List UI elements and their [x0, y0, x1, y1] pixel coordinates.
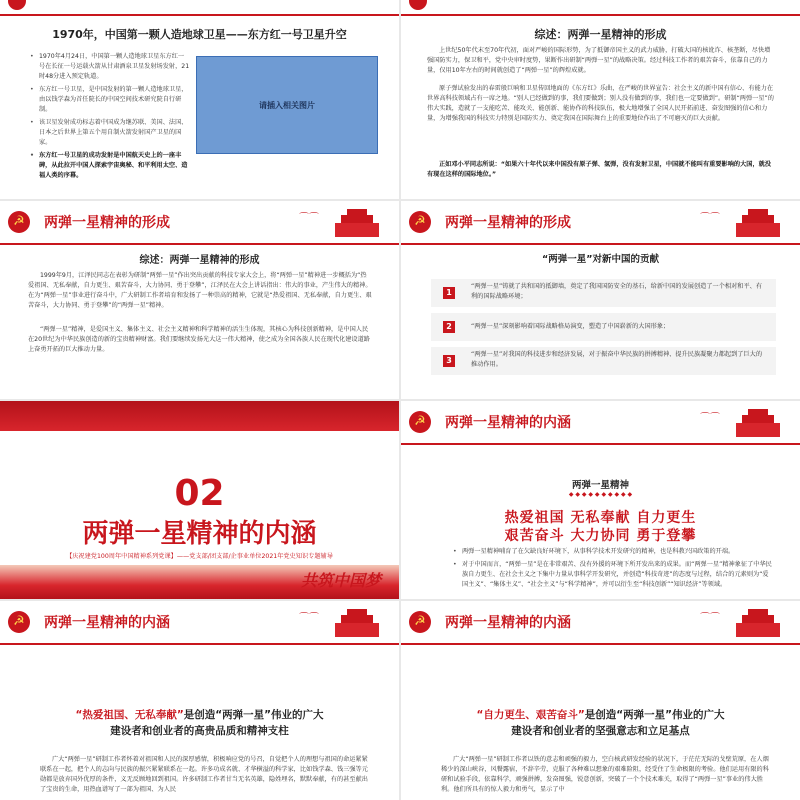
tiananmen-icon	[728, 207, 788, 237]
slide-title: 1970年，中国第一颗人造地球卫星——东方红一号卫星升空	[52, 28, 347, 41]
divider-dots: ◆ ◆ ◆ ◆ ◆ ◆ ◆ ◆ ◆ ◆	[568, 491, 633, 498]
slide-formation-summary[interactable]	[401, 0, 800, 199]
slide-subtitle: 两弹一星精神	[571, 480, 629, 491]
heading-text: 是创造“两弹一星”伟业的广大	[584, 709, 725, 721]
slide-subtitle: “两弹一星”对新中国的贡献	[542, 254, 659, 265]
party-emblem-icon: ☭	[409, 211, 431, 233]
party-emblem-icon: ☭	[409, 611, 431, 633]
image-placeholder[interactable]: 请插入相关图片	[196, 56, 378, 154]
tiananmen-icon	[728, 407, 788, 437]
item-number: 1	[443, 287, 455, 299]
tiananmen-icon	[327, 607, 387, 637]
party-emblem-icon	[409, 0, 427, 10]
paragraph: 广大“两弹一星”研制工作者以铁的意志和顽强的毅力，空白核武研发经验的状况下，于茫茫无际的戈壁荒原，在人烟稀少的深山峡谷，风餐露宿，不辞辛劳，克服了各种难以想象的艰难险阻，经受住了生命极限的考验。他们运用有限的科研和试验手段，依靠科学，顽强拼搏，发奋图强，锐意创新，突破了一个个技术难关，取得了“两弹一星”事业的伟大胜利。他们所具有的惊人毅力和勇气，显示了中	[441, 756, 769, 793]
slogan-line: 热爱祖国 无私奉献 自力更生	[504, 510, 697, 526]
slide-section-cover[interactable]	[0, 401, 399, 599]
section-number: 02	[174, 473, 225, 514]
dove-icon: ⌒⌒	[299, 613, 319, 624]
slide-header	[0, 201, 399, 245]
item-text: “两弹一星”深刻影响着国际战略格局演变，塑造了中国崭新的大国形象；	[471, 323, 670, 330]
slide-header	[401, 401, 800, 445]
list-item	[431, 313, 776, 341]
item-text: “两弹一星”铸就了共和国的抵御墙，奠定了我国国防安全的基石，给新中国的发展创造了一个相对和平、有利的国际战略环境；	[471, 283, 763, 300]
dove-icon: ⌒⌒	[700, 413, 720, 424]
item-text: “两弹一星”对我国的科技进步和经济发展，对于振奋中华民族的拼搏精神、提升民族凝聚力都起到了巨大的推动作用。	[471, 351, 763, 368]
section-caption: 【庆祝建党100周年中国精神系列党课】——党支部/团支部/企事业单位2021年党史知识专题辅导	[66, 553, 333, 560]
party-emblem-icon: ☭	[8, 211, 30, 233]
party-emblem-icon	[8, 0, 26, 10]
bullet-list	[453, 547, 773, 593]
list-item: • 该卫星发射成功标志着中国成为继苏联、美国、法国、日本之后世界上第五个用自制火箭发射国产卫星的国家。	[30, 118, 190, 148]
header-title: 两弹一星精神的形成	[44, 215, 170, 231]
paragraph: 上世纪50年代末至70年代初，面对严峻的国际形势，为了抵御帝国主义的武力威胁，打破大国的核讹诈、核垄断，尽快增强国防实力，保卫和平，党中央审时度势，果断作出研制“两弹一星”的战略决策。经过科技工作者的艰苦奋斗，依靠自己的力量，仅用10年左右的时间就创造了“两弹一星”的辉煌成就。	[427, 47, 771, 74]
paragraph: 广大“两弹一星”研制工作者怀着对祖国和人民的深厚感情，积极响应党的号召，自觉把个人的理想与祖国的命运紧紧联系在一起，把个人的志向与民族的振兴紧紧联系在一起。许多功成名就、才华横溢的科学家，比如钱学森、钱三强等元勋都是放弃国外优厚的条件，义无反顾地回到祖国。许多研制工作者甘当无名英雄，隐姓埋名，默默奉献，有的甚至献出了宝贵的生命，用热血谱写了一部为祖国、为人民	[40, 756, 368, 793]
list-item: • 1970年4月24日，中国第一颗人造地球卫星东方红一号在长征一号运载火箭从甘肃酒泉卫星发射场发射，21时48分进入预定轨道。	[30, 52, 190, 82]
slide-connotation-love[interactable]	[0, 601, 399, 800]
slide-subtitle: 综述：两弹一星精神的形成	[534, 28, 667, 41]
list-item	[431, 279, 776, 307]
list-item: • 两弹一星精神哺育了在欠缺良好环境下，从事科学技术开发研究的精神，也是科教兴国政策的开端。	[453, 547, 773, 557]
heading	[401, 707, 800, 723]
list-item: • 对于中国而言，“两弹一星”是在非常艰苦、没有外援的环境下所开发出来的成果。而“两弹一星”精神象征了中华民族自力更生、在社会主义之下集中力量从事科学开发研究，并创造“科技奇迹”的态度与过程，结合的元素则为“爱国主义”、“集体主义”、“社会主义”与“科学精神”，并可以衍生至“科技创新”“知识经济”等领域。	[453, 560, 773, 590]
slide-formation[interactable]	[0, 201, 399, 399]
top-divider	[401, 0, 800, 16]
calligraphy-logo: 共筑中国梦	[300, 571, 381, 590]
tiananmen-icon	[728, 607, 788, 637]
dove-icon: ⌒⌒	[700, 613, 720, 624]
list-item: • 东方红一号卫星，是中国发射的第一颗人造地球卫星，由以钱学森为首任院长的中国空间技术研究院自行研制。	[30, 85, 190, 115]
item-number: 2	[443, 321, 455, 333]
heading	[0, 707, 399, 723]
party-emblem-icon: ☭	[409, 411, 431, 433]
slogan-line: 艰苦奋斗 大力协同 勇于登攀	[504, 528, 697, 544]
slide-subtitle: 综述：两弹一星精神的形成	[139, 255, 260, 266]
party-emblem-icon: ☭	[8, 611, 30, 633]
item-number: 3	[443, 355, 455, 367]
tiananmen-icon	[327, 207, 387, 237]
heading-highlight: “热爱祖国、无私奉献”	[75, 709, 184, 721]
slide-header	[401, 601, 800, 645]
slide-connotation[interactable]	[401, 401, 800, 599]
paragraph: 1999年9月，江泽民同志在表彰为研制“两弹一星”作出突出贡献的科技专家大会上，将“两弹一星”精神进一步概括为“热爱祖国、无私奉献，自力更生、艰苦奋斗，大力协同、勇于登攀”，江泽民在大会上讲话指出：伟大的事业，产生伟大的精神。在为“两弹一星”事业进行奋斗中，广大研制工作者培育和发扬了一种崇高的精神，它就是“热爱祖国、无私奉献，自力更生、艰苦奋斗，大力协同、勇于登攀”的“两弹一星”精神。	[28, 272, 372, 309]
paragraph: 原子弹试验发出的春雷般巨响和卫星传回地面的《东方红》乐曲，在严峻的世界宣告：社会主义的新中国有信心、有能力在世界高科技领域占有一席之地。“别人已经做到的事，我们要做到；别人没有做到的事，我们也一定要做到”。研制“两弹一星”的伟大实践，造就了一支能吃苦、能攻关、能创新、能协作的科技队伍，极大地增强了全国人民开拓前进、奋发图强的信心和力量，为增强我国的科技实力特别是国防实力、奠定我国在国际舞台上的重要地位作出了不可磨灭的巨大贡献。	[427, 85, 774, 122]
slide-header	[401, 201, 800, 245]
heading-text: 是创造“两弹一星”伟业的广大	[183, 709, 324, 721]
slide-satellite[interactable]	[0, 0, 399, 199]
slide-header	[0, 601, 399, 645]
list-item	[431, 347, 776, 375]
top-divider	[0, 0, 399, 16]
dove-icon: ⌒⌒	[299, 213, 319, 224]
section-title: 两弹一星精神的内涵	[82, 519, 317, 549]
bullet-list	[30, 52, 190, 184]
paragraph: “两弹一星”精神，是爱国主义、集体主义、社会主义精神和科学精神的活生生体现，其核心为科技创新精神，是中国人民在20世纪为中华民族创造的新的宝贵精神财富。我们要继续发扬光大这一伟大精神，使之成为全国各族人民在现代化建设道路上奋勇开拓的巨大推动力量。	[28, 326, 370, 353]
list-item: • 东方红一号卫星的成功发射是中国航天史上的一座丰碑，从此拉开中国人探索宇宙奥秘、和平利用太空、造福人类的序幕。	[30, 151, 190, 181]
dove-icon: ⌒⌒	[700, 213, 720, 224]
header-title: 两弹一星精神的内涵	[445, 615, 571, 631]
heading: 建设者和创业者的高贵品质和精神支柱	[110, 725, 289, 737]
top-band	[0, 401, 399, 431]
header-title: 两弹一星精神的内涵	[44, 615, 170, 631]
header-title: 两弹一星精神的形成	[445, 215, 571, 231]
slide-contribution[interactable]	[401, 201, 800, 399]
header-title: 两弹一星精神的内涵	[445, 415, 571, 431]
heading: 建设者和创业者的坚强意志和立足基点	[511, 725, 690, 737]
slide-connotation-self-reliance[interactable]	[401, 601, 800, 800]
paragraph: 正如邓小平同志所说：“如果六十年代以来中国没有原子弹、氢弹，没有发射卫星，中国就不能叫有重要影响的大国，就没有现在这样的国际地位。”	[427, 161, 772, 178]
heading-highlight: “自力更生、艰苦奋斗”	[476, 709, 585, 721]
